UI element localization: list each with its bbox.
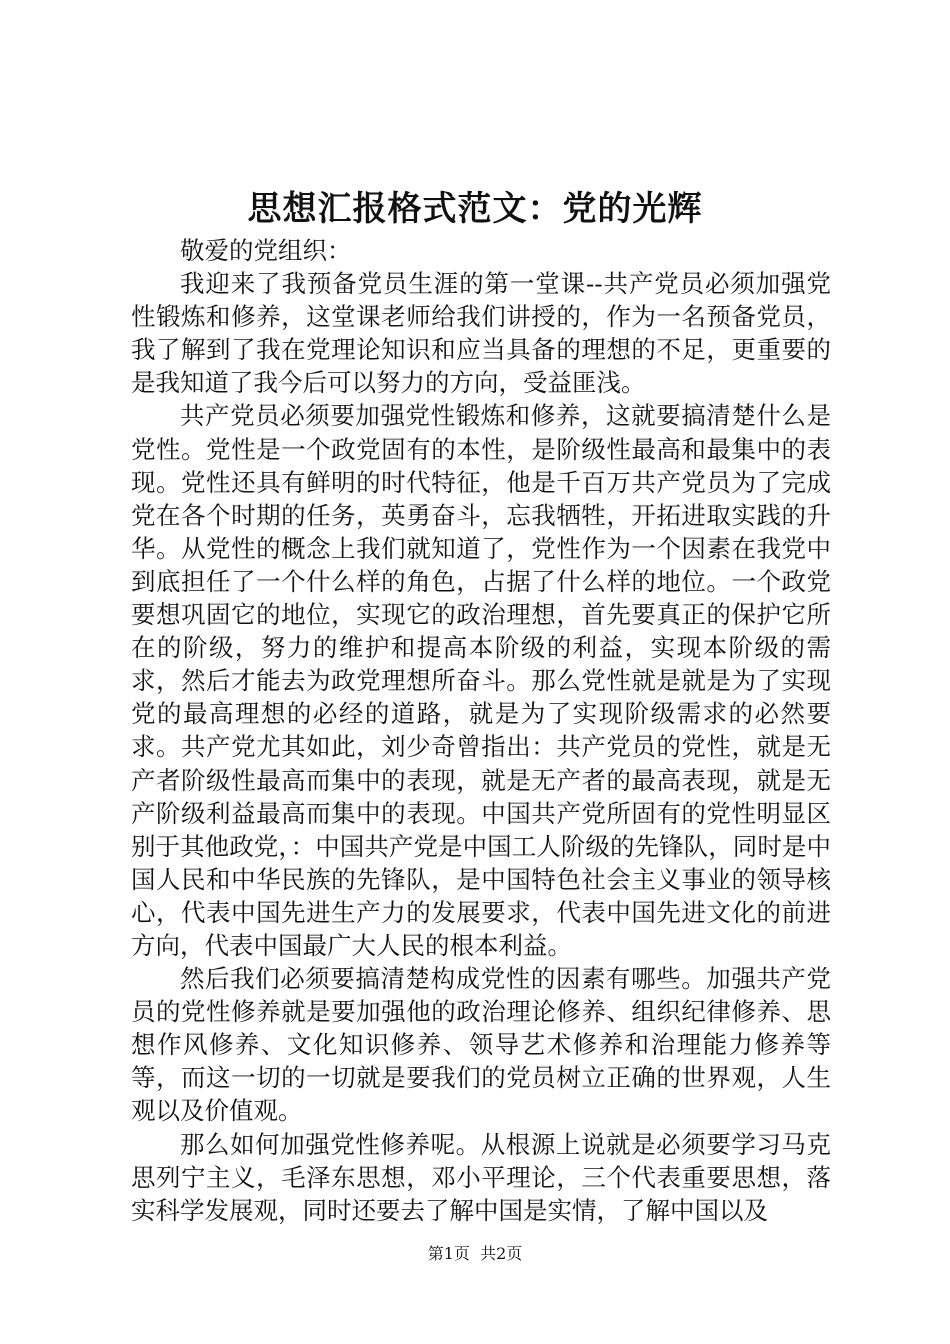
salutation: 敬爱的党组织： — [180, 236, 352, 265]
footer-separator — [470, 1244, 480, 1263]
document-title: 思想汇报格式范文：党的光辉 — [247, 189, 703, 229]
paragraph-2: 共产党员必须要加强党性锻炼和修养，这就要搞清楚什么是党性。党性是一个政党固有的本性，是阶级性最高和最集中的表现。党性还具有鲜明的时代特征，他是千百万共产党员为了完成党在各个时期的任务，英勇奋斗，忘我牺牲，开拓进取实践的升华。从党性的概念上我们就知道了，党性作为一个因素在我党中到底担任了一个什么样的角色，占据了什么样的地位。一个政党要想巩固它的地位，实现它的政治理想，首先要真正的保护它所在的阶级，努力的维护和提高本阶级的利益，实现本阶级的需求，然后才能去为政党理想所奋斗。那么党性就是就是为了实现党的最高理想的必经的道路，就是为了实现阶级需求的必然要求。共产党尤其如此，刘少奇曾指出：共产党员的党性，就是无产者阶级性最高而集中的表现，就是无产者的最高表现，就是无产阶级利益最高而集中的表现。中国共产党所固有的党性明显区别于其他政党，：中国共产党是中国工人阶级的先锋队，同时是中国人民和中华民族的先锋队，是中国特色社会主义事业的领导核心，代表中国先进生产力的发展要求，代表中国先进文化的前进方向，代表中国最广大人民的根本利益。 — [131, 401, 831, 960]
page-number: 第1页 — [427, 1244, 470, 1263]
document-body — [131, 234, 831, 1227]
paragraph-4: 那么如何加强党性修养呢。从根源上说就是必须要学习马克思列宁主义，毛泽东思想，邓小平理论，三个代表重要思想，落实科学发展观，同时还要去了解中国是实情，了解中国以及 — [131, 1129, 831, 1225]
paragraph-1: 我迎来了我预备党员生涯的第一堂课--共产党员必须加强党性锻炼和修养，这堂课老师给我们讲授的，作为一名预备党员，我了解到了我在党理论知识和应当具备的理想的不足，更重要的是我知道了我今后可以努力的方向，受益匪浅。 — [131, 269, 831, 398]
page-total: 共2页 — [480, 1244, 523, 1263]
paragraph-3: 然后我们必须要搞清楚构成党性的因素有哪些。加强共产党员的党性修养就是要加强他的政治理论修养、组织纪律修养、思想作风修养、文化知识修养、领导艺术修养和治理能力修养等等，而这一切的一切就是要我们的党员树立正确的世界观，人生观以及价值观。 — [131, 964, 831, 1126]
page-footer — [0, 1242, 950, 1266]
